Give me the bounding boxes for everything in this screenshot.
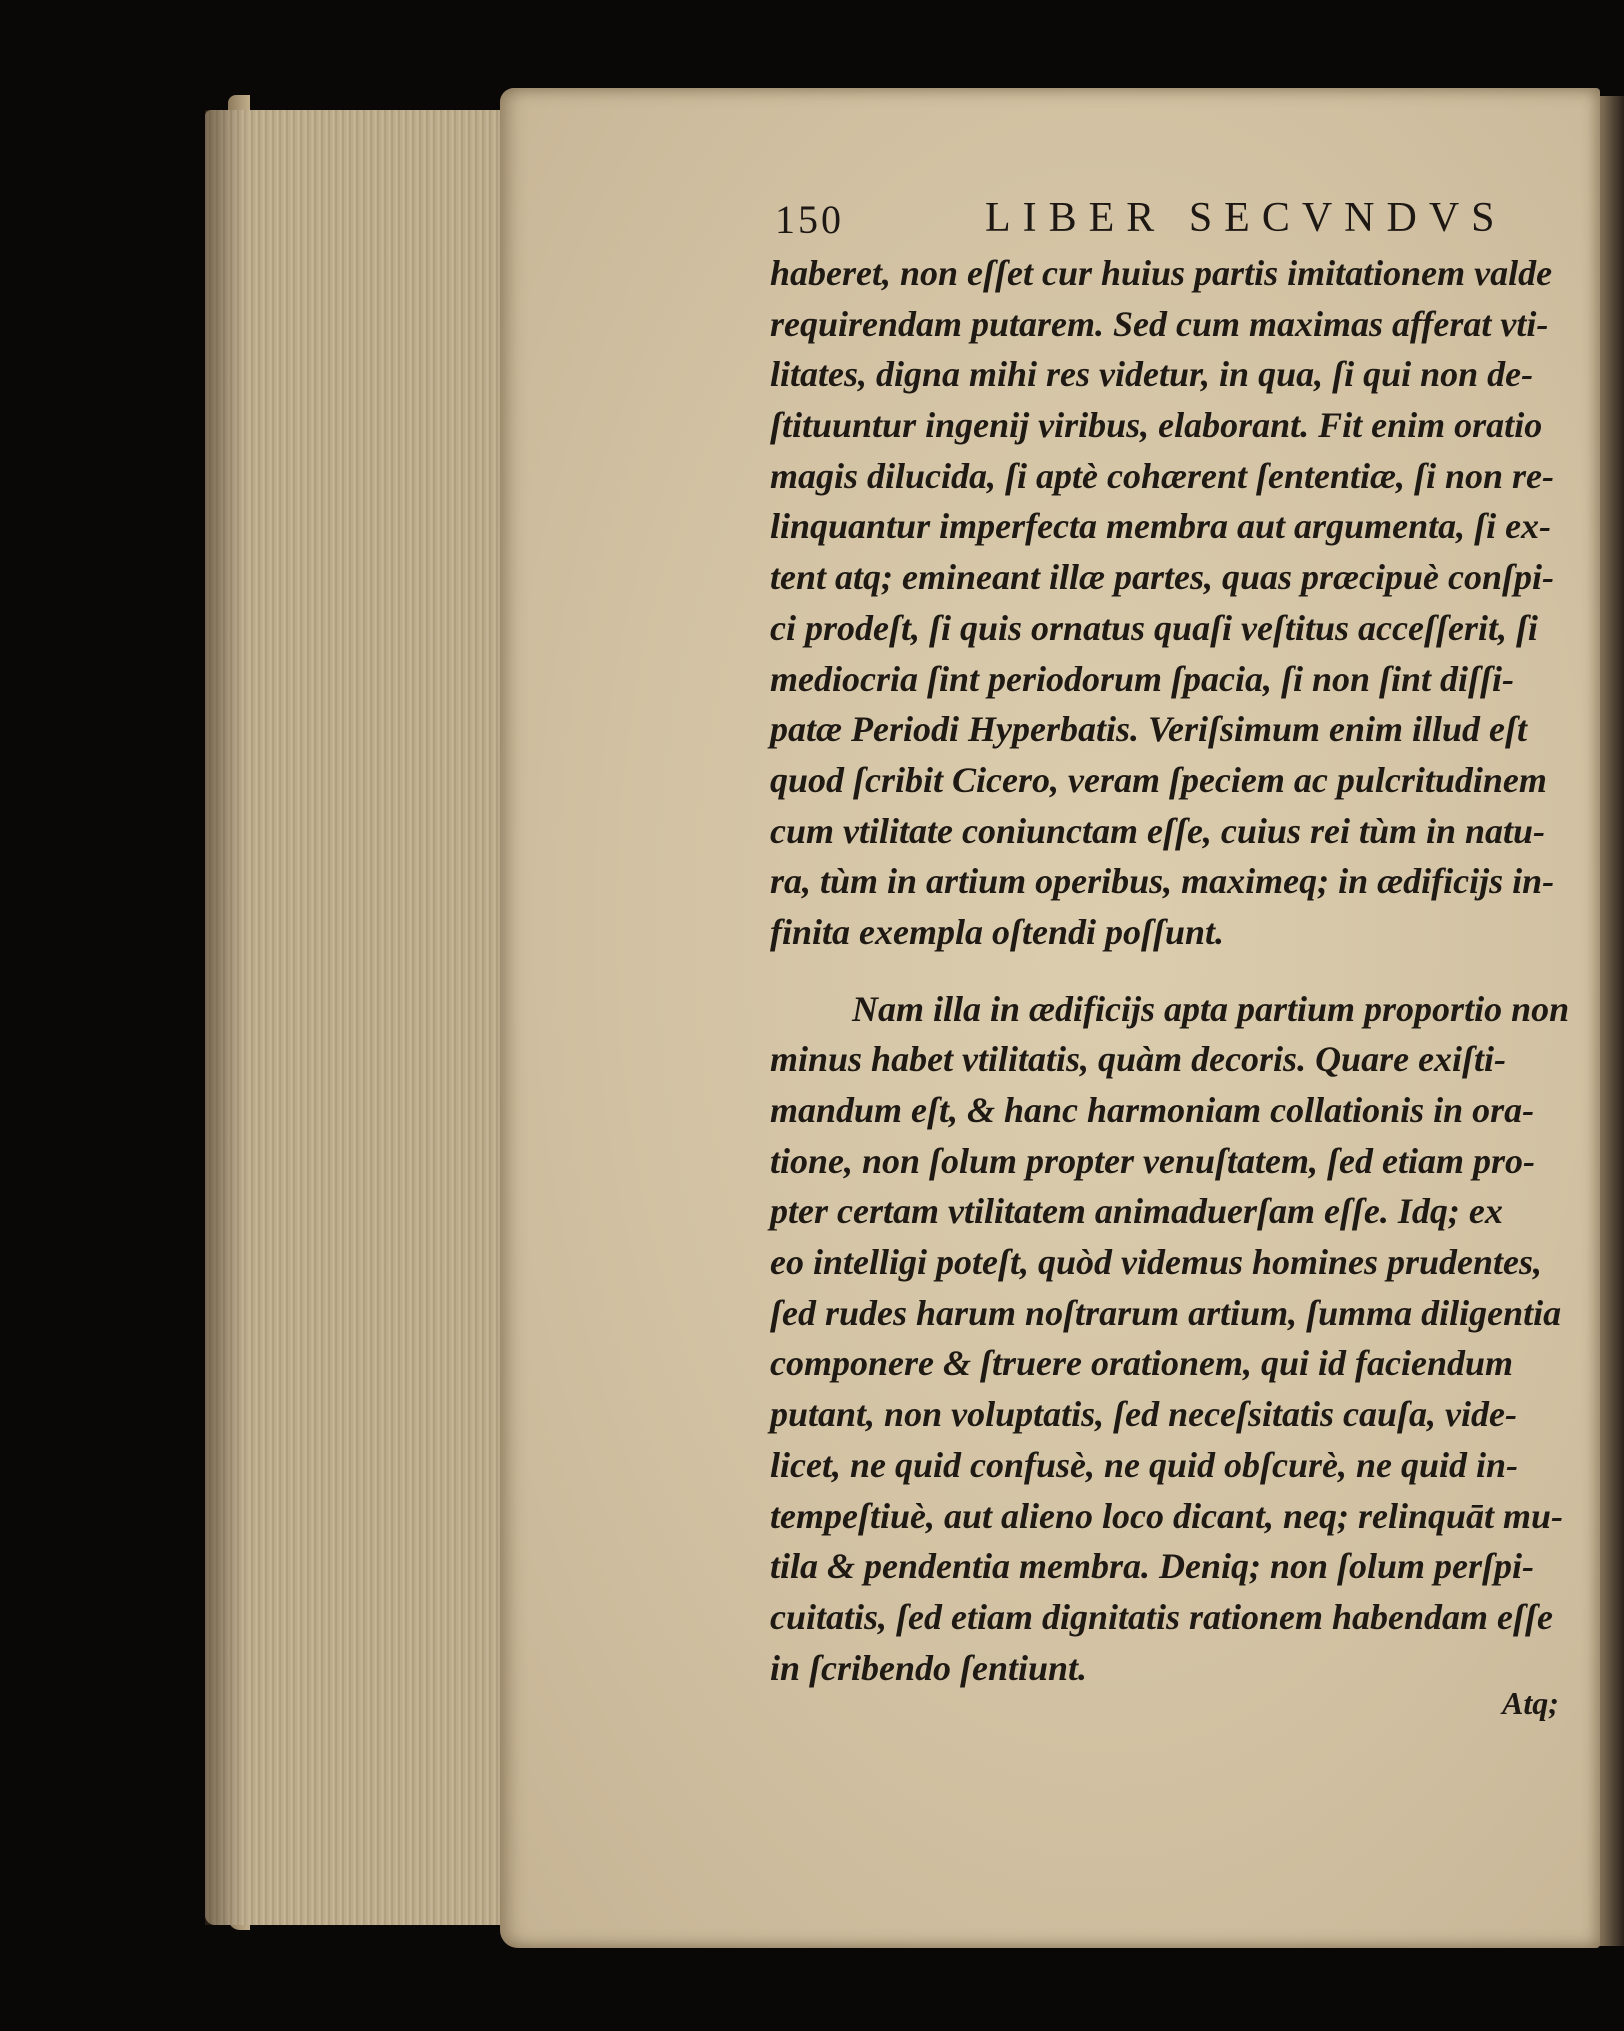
text-line: ra, tùm in artium operibus, maximeq; in ædificijs in- — [770, 861, 1555, 902]
text-line: Nam illa in ædificijs apta partium proportio non — [852, 988, 1570, 1029]
paragraph-spacer — [770, 958, 1570, 984]
text-line: haberet, non eſſet cur huius partis imitationem valde — [770, 253, 1553, 293]
text-line: ſed rudes harum noſtrarum artium, ſumma diligentia — [770, 1292, 1562, 1333]
text-line: in ſcribendo ſentiunt. — [770, 1647, 1088, 1688]
text-line: patæ Periodi Hyperbatis. Veriſsimum enim illud eſt — [770, 709, 1528, 750]
paragraph-2 — [770, 984, 1570, 1694]
text-line: pter certam vtilitatem animaduerſam eſſe. Idq; ex — [770, 1191, 1503, 1232]
text-line: tila & pendentia membra. Deniq; non ſolum perſpi- — [770, 1546, 1535, 1587]
text-line: putant, non voluptatis, ſed neceſsitatis cauſa, vide- — [770, 1394, 1517, 1435]
text-line: tempeſtiuè, aut alieno loco dicant, neq; relinquāt mu- — [770, 1495, 1564, 1536]
text-line: mandum eſt, & hanc harmoniam collationis in ora- — [770, 1090, 1535, 1130]
catchword: Atq; — [1502, 1685, 1559, 1721]
text-line: quod ſcribit Cicero, veram ſpeciem ac pulcritudinem — [770, 759, 1547, 800]
page-number: 150 — [775, 197, 844, 242]
text-line: cuitatis, ſed etiam dignitatis rationem habendam eſſe — [770, 1596, 1553, 1637]
text-line: minus habet vtilitatis, quàm decoris. Quare exiſti- — [770, 1039, 1507, 1080]
paragraph-1 — [770, 248, 1570, 958]
text-line: ſtituuntur ingenij viribus, elaborant. Fit enim oratio — [770, 405, 1543, 446]
text-line: litates, digna mihi res videtur, in qua, ſi qui non de- — [770, 354, 1534, 395]
text-line: componere & ſtruere orationem, qui id faciendum — [770, 1343, 1513, 1384]
text-line: linquantur imperfecta membra aut argumenta, ſi ex- — [770, 506, 1552, 547]
text-line: magis dilucida, ſi aptè cohærent ſententiæ, ſi non re- — [770, 455, 1555, 496]
running-title: LIBER SECVNDVS — [985, 195, 1507, 241]
text-body — [770, 248, 1570, 1693]
text-line: ci prodeſt, ſi quis ornatus quaſi veſtitus acceſſerit, ſi — [770, 607, 1538, 648]
text-line: cum vtilitate coniunctam eſſe, cuius rei tùm in natu- — [770, 810, 1546, 851]
running-head — [775, 190, 1535, 246]
text-line: tione, non ſolum propter venuſtatem, ſed etiam pro- — [770, 1140, 1535, 1181]
text-line: licet, ne quid confusè, ne quid obſcurè, ne quid in- — [770, 1444, 1519, 1485]
text-line: eo intelligi poteſt, quòd videmus homines prudentes, — [770, 1242, 1543, 1283]
text-line: finita exempla oſtendi poſſunt. — [770, 911, 1224, 952]
page-block-edges — [205, 110, 505, 1925]
text-line: requirendam putarem. Sed cum maximas afferat vti- — [770, 303, 1549, 344]
spine-shadow — [205, 110, 245, 1925]
text-line: mediocria ſint periodorum ſpacia, ſi non ſint diſſi- — [770, 658, 1514, 699]
text-line: tent atq; emineant illæ partes, quas præcipuè conſpi- — [770, 557, 1555, 598]
